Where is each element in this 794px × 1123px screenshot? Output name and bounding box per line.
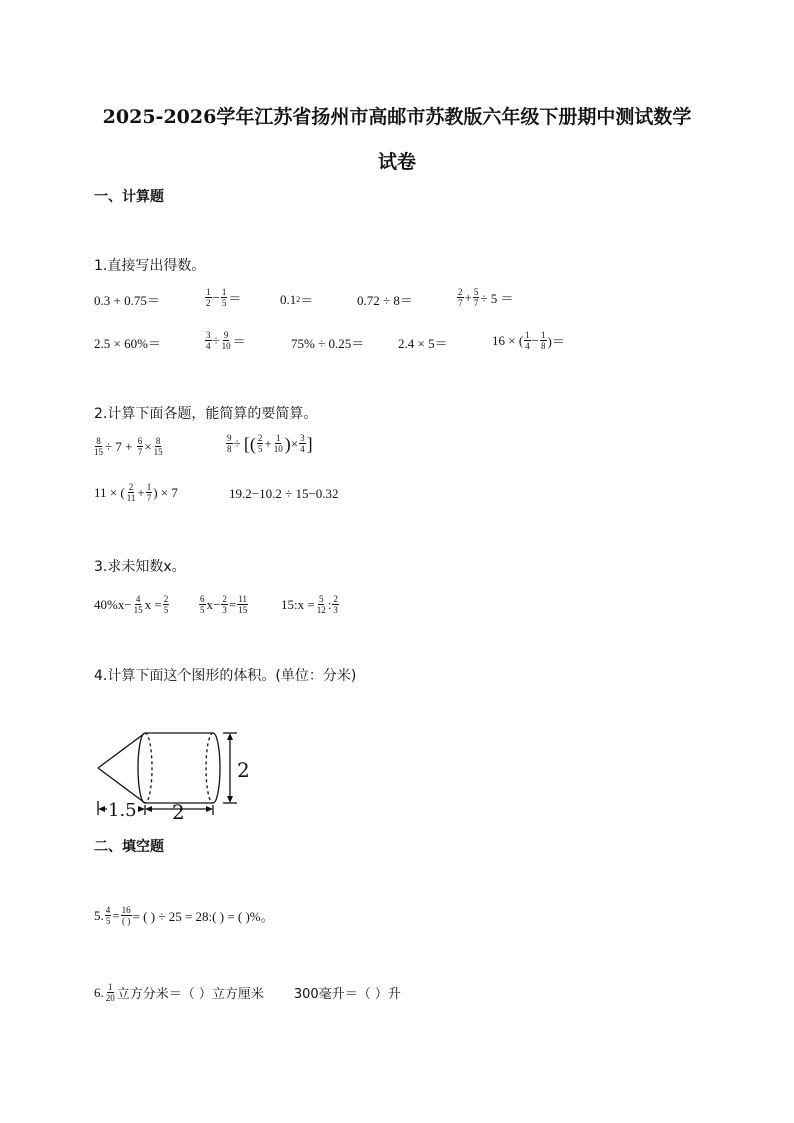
q3-eq3: 15:x = $\frac{5}{12}$ : $\frac{2}{3}$ xyxy=(281,594,338,615)
q3-eq1: 40%x− $\frac{4}{15}$ x = $\frac{2}{5}$ xyxy=(94,594,169,615)
q5-fill: 5. $\frac{4}{5}$ = $\frac{16}{( )}$ = ( ) ÷ 25 = 28:( ) = ( )%。 xyxy=(94,905,274,926)
dim-height-label: 2 xyxy=(237,758,250,782)
page-title-cont: 试卷 xyxy=(377,151,416,173)
dim-cylinder-length-label: 2 xyxy=(172,800,185,824)
q2-prompt: 2.计算下面各题，能简算的要简算。 xyxy=(94,406,318,422)
q1-r2-item5: 16 × ( $\frac{1}{4}$ − $\frac{1}{8}$ )＝ xyxy=(492,330,565,351)
q2-expr1: $\frac{8}{15}$ ÷ 7 + $\frac{6}{7}$ × $\frac{8}{15}$ xyxy=(94,436,163,457)
q2-expr3: 11 × ( $\frac{2}{11}$ + $\frac{1}{7}$ ) × 7 xyxy=(94,482,178,503)
q1-r1-item2: $\frac{1}{2}$ − $\frac{1}{5}$ ＝ xyxy=(206,287,242,308)
q1-r1-item4: 0.72 ÷ 8＝ xyxy=(357,293,413,308)
page-title: 2025-2026学年江苏省扬州市高邮市苏教版六年级下册期中测试数学 xyxy=(102,106,692,128)
q1-r1-item3: 0.1 2 ＝ xyxy=(280,291,314,308)
q3-prompt: 3.求未知数x。 xyxy=(94,559,186,575)
left-base-back xyxy=(145,733,152,803)
section-heading-fill: 二、填空题 xyxy=(94,839,164,855)
left-base-front xyxy=(138,733,145,803)
dim-cone-length-label: 1.5 xyxy=(108,800,137,821)
q6-fill: 6. $\frac{1}{20}$ 立方分米＝（ ）立方厘米 300毫升＝（ ）升 xyxy=(94,982,401,1003)
q1-r1-item5: $\frac{2}{7}$ + $\frac{5}{7}$ ÷ 5 ＝ xyxy=(458,287,514,308)
q4-prompt: 4.计算下面这个图形的体积。(单位：分米) xyxy=(94,668,357,684)
q1-r2-item2: $\frac{3}{4}$ ÷ $\frac{9}{10}$ ＝ xyxy=(206,330,246,351)
right-base-back xyxy=(206,733,213,803)
q3-eq2: $\frac{6}{5}$ x− $\frac{2}{3}$ = $\frac{11}{15}$ xyxy=(200,594,248,615)
right-base-front xyxy=(213,733,220,803)
q1-r2-item3: 75% ÷ 0.25＝ xyxy=(291,336,365,351)
q1-r2-item1: 2.5 × 60%＝ xyxy=(94,336,161,351)
q1-r2-item4: 2.4 × 5＝ xyxy=(398,336,448,351)
q1-r1-item1: 0.3 + 0.75＝ xyxy=(94,293,160,308)
q2-expr4: 19.2−10.2 ÷ 15−0.32 xyxy=(229,486,339,501)
section-heading-calc: 一、计算题 xyxy=(94,189,164,205)
q2-expr2: $\frac{9}{8}$ ÷ [ ( $\frac{2}{5}$ + $\frac{1}{10}$ ) × $\frac{3}{4}$ ] xyxy=(227,433,313,454)
q1-prompt: 1.直接写出得数。 xyxy=(94,258,206,274)
